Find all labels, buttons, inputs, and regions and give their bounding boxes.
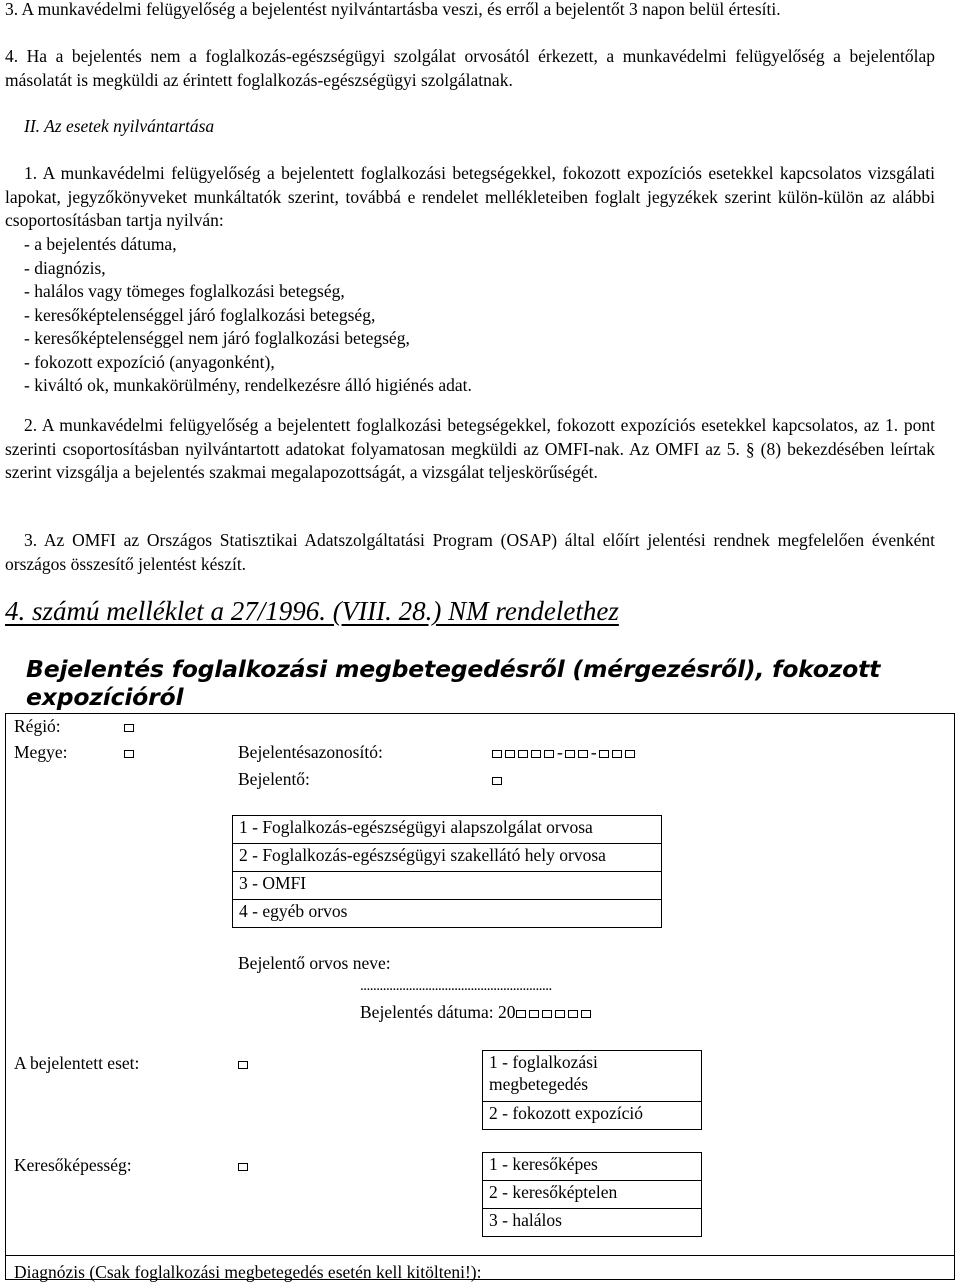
orvos-neve-field[interactable]: ........................................................... [360, 978, 552, 994]
option-cell: 4 - egyéb orvos [233, 900, 662, 928]
paragraph-4: 4. Ha a bejelentés nem a foglalkozás-egészségügyi szolgálat orvosától érkezett, a munkavédelmi felügyelőség a bejelentőlap másolatát is megküldi az érintett foglalkozás-egészségügyi szolgálatnak. [5, 46, 935, 90]
checkbox-icon [529, 1010, 539, 1018]
option-cell: 3 - halálos [483, 1209, 702, 1237]
section-paragraph-2: 2. A munkavédelmi felügyelőség a bejelentett foglalkozási betegségekkel, fokozott expozíciós esetekkel kapcsolatos, az 1. pont szerinti csoportosításban nyilvántartott adatokat folyamatosan megküldi az OMFI-nak. Az OMFI az 5. § (8) bekezdésében leírtak szerint vizsgálja a bejelentés szakmai megalapozottságát, a vizsgálat teljeskörűségét. [5, 415, 935, 482]
table-row [483, 1153, 702, 1181]
orvos-neve-label: Bejelentő orvos neve: [238, 953, 391, 973]
section-paragraph-1: 1. A munkavédelmi felügyelőség a bejelentett foglalkozási betegségekkel, fokozott expozíciós esetekkel kapcsolatos vizsgálati lapokat, jegyzőkönyveket munkáltatók szerint, továbbá e rendelet mellékleteiben foglalt jegyzékek szerint külön-külön az alábbi csoportosításban tartja nyilván: [5, 163, 935, 230]
option-cell: 2 - Foglalkozás-egészségügyi szakellátó hely orvosa [233, 844, 662, 872]
list-item: - a bejelentés dátuma, [24, 234, 177, 254]
regio-checkbox[interactable] [124, 716, 137, 737]
bejelento-checkbox[interactable] [492, 769, 505, 790]
list-item: - halálos vagy tömeges foglalkozási betegség, [24, 281, 345, 301]
option-cell: 1 - Foglalkozás-egészségügyi alapszolgálat orvosa [233, 816, 662, 844]
checkbox-icon [124, 750, 134, 758]
bejelento-options-table [232, 815, 662, 928]
checkbox-icon [612, 750, 622, 758]
list-item: - kiváltó ok, munkakörülmény, rendelkezésre álló higiénés adat. [24, 375, 472, 395]
table-row [233, 844, 662, 872]
checkbox-icon [625, 750, 635, 758]
separator: - [590, 742, 597, 762]
table-row [233, 872, 662, 900]
megye-checkbox[interactable] [124, 742, 137, 763]
list-item: - keresőképtelenséggel járó foglalkozási betegség, [24, 304, 376, 325]
option-cell: 1 - keresőképes [483, 1153, 702, 1181]
checkbox-icon [542, 1010, 552, 1018]
megye-label: Megye: [14, 742, 68, 762]
table-row [233, 816, 662, 844]
eset-label: A bejelentett eset: [14, 1053, 140, 1073]
annex-title: 4. számú melléklet a 27/1996. (VIII. 28.) NM rendelethez [5, 596, 619, 626]
diagnozis-label: Diagnózis (Csak foglalkozási megbetegedés esetén kell kitölteni!): [14, 1262, 482, 1282]
datum-field[interactable] [516, 1002, 594, 1022]
form-title: Bejelentés foglalkozási megbetegedésről (mérgezésről), fokozott expozícióról [26, 655, 881, 711]
list-item: - diagnózis, [24, 257, 106, 278]
checkbox-icon [599, 750, 609, 758]
option-cell [483, 1051, 702, 1102]
checkbox-icon [505, 750, 515, 758]
checkbox-icon [544, 750, 554, 758]
list-item: - keresőképtelenséggel nem járó foglalkozási betegség, [24, 328, 410, 348]
azonosito-field[interactable] [492, 742, 638, 763]
section-heading: II. Az esetek nyilvántartása [24, 116, 215, 136]
checkbox-icon [568, 1010, 578, 1018]
form-frame [5, 713, 955, 1280]
table-row [483, 1181, 702, 1209]
datum-row [360, 1002, 594, 1023]
datum-label: Bejelentés dátuma: 20 [360, 1002, 516, 1022]
table-row [483, 1051, 702, 1102]
azonosito-label: Bejelentésazonosító: [238, 742, 383, 762]
table-row [483, 1209, 702, 1237]
table-row [233, 900, 662, 928]
checkbox-icon [492, 750, 502, 758]
checkbox-icon [124, 724, 134, 732]
kereso-checkbox[interactable] [238, 1155, 251, 1176]
checkbox-icon [531, 750, 541, 758]
option-cell: 2 - fokozott expozíció [483, 1102, 702, 1130]
paragraph-3: 3. A munkavédelmi felügyelőség a bejelentést nyilvántartásba veszi, és erről a bejelentőt 3 napon belül értesíti. [5, 0, 781, 19]
checkbox-icon [238, 1163, 248, 1171]
table-row [483, 1102, 702, 1130]
checkbox-icon [518, 750, 528, 758]
checkbox-icon [516, 1010, 526, 1018]
option-line: 1 - foglalkozási [489, 1052, 598, 1072]
checkbox-icon [555, 1010, 565, 1018]
checkbox-icon [238, 1061, 248, 1069]
separator: - [557, 742, 563, 762]
section-paragraph-3: 3. Az OMFI az Országos Statisztikai Adatszolgáltatási Program (OSAP) által előírt jelentési rendnek megfelelően évenként országos összesítő jelentést készít. [5, 530, 935, 574]
bejelento-label: Bejelentő: [238, 769, 310, 789]
list-item: - fokozott expozíció (anyagonként), [24, 351, 275, 372]
regio-label: Régió: [14, 716, 61, 736]
checkbox-icon [581, 1010, 591, 1018]
option-line: megbetegedés [489, 1074, 589, 1094]
option-cell: 2 - keresőképtelen [483, 1181, 702, 1209]
checkbox-icon [578, 750, 588, 758]
eset-checkbox[interactable] [238, 1053, 251, 1074]
kereso-label: Keresőképesség: [14, 1155, 132, 1175]
section-list [24, 233, 472, 398]
kereso-options-table [482, 1152, 702, 1237]
checkbox-icon [492, 777, 502, 785]
eset-options-table [482, 1050, 702, 1130]
option-cell: 3 - OMFI [233, 872, 662, 900]
checkbox-icon [565, 750, 575, 758]
